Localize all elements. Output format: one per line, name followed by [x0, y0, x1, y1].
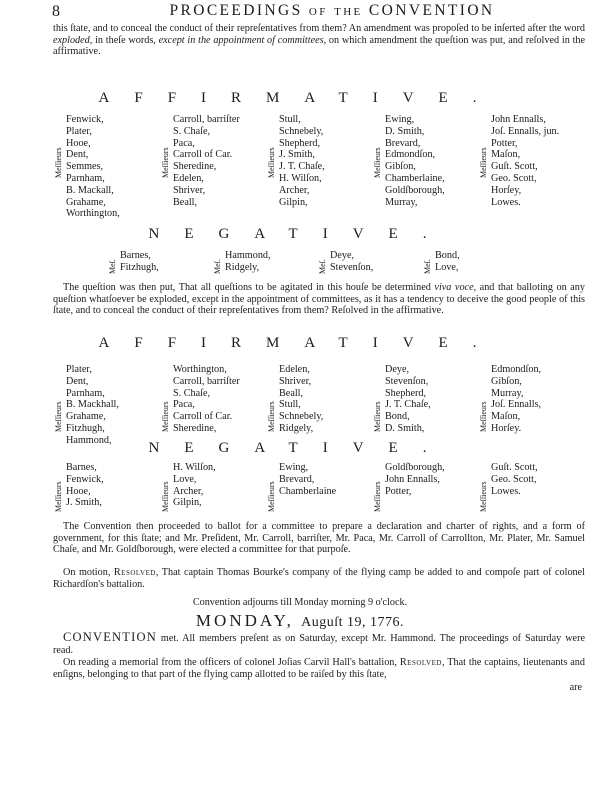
para5-text: met. All members preſent as on Saturday, except Mr. Hammond. The proceedings of Saturday were read. — [53, 633, 585, 656]
member-name: J. Smith, — [66, 497, 102, 509]
member-name: B. Mackall, — [66, 184, 114, 196]
date-heading — [0, 611, 600, 631]
member-name: Dent, — [66, 149, 89, 161]
member-name: Deye, — [330, 250, 355, 261]
v2aff-column — [279, 364, 323, 435]
para4-resolved: Resolved — [113, 567, 156, 578]
v1neg-column — [225, 250, 271, 274]
para1-text-c: , on which amendment the queſtion was put, and reſolved in the affirmative. — [53, 34, 586, 58]
member-name: Fitzhugh, — [120, 261, 159, 273]
member-name: Goldſborough, — [385, 462, 445, 473]
v2neg-column — [173, 462, 216, 509]
member-name: Parnham, — [66, 172, 105, 184]
member-name: Shepherd, — [385, 387, 427, 399]
member-name: Grahame, — [66, 196, 106, 208]
member-name: Archer, — [279, 184, 310, 196]
paragraph-amendment — [53, 23, 585, 58]
member-name: Ewing, — [385, 114, 415, 125]
vote2-affirmative-heading: AFFIRMATIVE. — [98, 335, 502, 351]
v2neg-column — [279, 462, 336, 497]
v1aff-column — [491, 114, 559, 208]
member-name: Semmes, — [66, 161, 104, 173]
v2aff-column — [173, 364, 240, 435]
member-name: Maſon, — [491, 411, 521, 423]
member-name: Potter, — [385, 485, 412, 497]
para2-text-b: , and that balloting on any queſtion whatſoever be exploded, except in the appointment of committees, as it has a tendency to deceive the good people of this ſtate, and to conceal the conduct of their repreſentatives from them? Reſolved in the affirmative. — [53, 282, 585, 317]
member-name: Grahame, — [66, 411, 106, 423]
messieurs-label: Meſſieurs — [267, 147, 276, 178]
member-name: Edelen, — [173, 172, 204, 184]
member-name: John Ennalls, — [491, 114, 546, 125]
para1-text-a: this ſtate, and to conceal the conduct of their repreſentatives from them? An amendment was propoſed to be inſerted after the word — [53, 23, 585, 34]
v2neg-column — [385, 462, 445, 497]
catchword: are — [569, 682, 582, 693]
para6-resolved: Resolved — [399, 657, 442, 668]
paragraph-motion — [53, 567, 585, 590]
member-name: Gilpin, — [279, 196, 308, 208]
member-name: Murray, — [491, 387, 524, 399]
messieurs-label: Meſſieurs — [54, 401, 63, 432]
member-name: Shriver, — [279, 375, 312, 387]
member-name: Hammond, — [66, 434, 112, 446]
member-name: Worthington, — [173, 364, 227, 375]
member-name: Shepherd, — [279, 137, 321, 149]
messieurs-label: Meſſieurs — [373, 401, 382, 432]
member-name: Barnes, — [120, 250, 151, 261]
para1-word-exploded: exploded — [53, 34, 90, 46]
member-name: Carroll, barriſter — [173, 114, 240, 125]
member-name: Deye, — [385, 364, 410, 375]
messieurs-label: Meſ. — [423, 259, 432, 274]
vote2-negative-heading: NEGATIVE. — [148, 440, 452, 456]
running-title: PROCEEDINGS of the CONVENTION — [169, 2, 495, 19]
member-name: Carroll of Car. — [173, 149, 233, 161]
messieurs-label: Meſſieurs — [54, 147, 63, 178]
paragraph-viva-voce — [53, 282, 585, 317]
member-name: Gilpin, — [173, 497, 202, 509]
v2neg-column — [491, 462, 538, 497]
member-name: Plater, — [66, 364, 92, 375]
messieurs-label: Meſſieurs — [267, 401, 276, 432]
member-name: Edelen, — [279, 364, 310, 375]
messieurs-label: Meſſieurs — [267, 481, 276, 512]
member-name: Plater, — [66, 125, 92, 137]
messieurs-label: Meſſieurs — [479, 481, 488, 512]
member-name: Schnebely, — [279, 411, 324, 423]
messieurs-label: Meſſieurs — [161, 401, 170, 432]
member-name: Maſon, — [491, 149, 521, 161]
member-name: Worthington, — [66, 208, 120, 220]
member-name: Paca, — [173, 399, 195, 411]
v1aff-column — [279, 114, 325, 208]
v1neg-column — [330, 250, 373, 274]
member-name: J. Smith, — [279, 149, 315, 161]
member-name: Fenwick, — [66, 473, 104, 485]
para6-text-a: On reading a memorial from the officers of colonel Joſias Carvil Hall's battalion, — [63, 657, 400, 668]
member-name: Chamberlaine — [279, 485, 337, 497]
para1-italic: except in the appointment of committees — [158, 34, 324, 46]
messieurs-label: Meſſieurs — [373, 481, 382, 512]
paragraph-memorial — [53, 657, 585, 680]
member-name: Carroll, barriſter — [173, 375, 240, 387]
para6-text-b: , That the captains, lieutenants and enſigns, belonging to that part of the flying camp allotted to be raiſed by this ſtate, — [53, 657, 585, 680]
member-name: J. T. Chaſe, — [385, 399, 431, 411]
member-name: J. T. Chaſe, — [279, 161, 325, 173]
v2aff-column — [385, 364, 431, 435]
para1-text-b: , in theſe words, — [89, 34, 159, 46]
member-name: Carroll of Car. — [173, 411, 233, 423]
v1aff-column — [173, 114, 240, 208]
adjournment-line: Convention adjourns till Monday morning 9 o'clock. — [192, 597, 408, 608]
member-name: Guſt. Scott, — [491, 462, 538, 473]
para2-italic: viva voce — [434, 282, 474, 293]
member-name: Dent, — [66, 375, 89, 387]
messieurs-label: Meſſieurs — [54, 481, 63, 512]
member-name: Ridgely, — [225, 261, 260, 273]
member-name: Guſt. Scott, — [491, 161, 538, 173]
member-name: S. Chaſe, — [173, 387, 211, 399]
messieurs-label: Meſſieurs — [479, 147, 488, 178]
v1neg-column — [120, 250, 159, 274]
member-name: B. Mackhall, — [66, 399, 119, 411]
v1neg-column — [435, 250, 460, 274]
v1aff-column — [66, 114, 120, 220]
member-name: Joſ. Ennalls, jun. — [491, 125, 560, 137]
member-name: Archer, — [173, 485, 204, 497]
member-name: Gibſon, — [491, 375, 522, 387]
member-name: Brevard, — [385, 137, 421, 149]
member-name: Love, — [435, 261, 459, 273]
vote1-negative-heading: NEGATIVE. — [148, 226, 452, 242]
member-name: Sheredine, — [173, 161, 217, 173]
date-heading-date: Auguſt 19, 1776. — [301, 615, 405, 630]
para4-text-b: , That captain Thomas Bourke's company of the flying camp be added to and compoſe part of colonel Richardſon's battalion. — [53, 567, 585, 590]
member-name: Joſ. Ennalls, — [491, 399, 542, 411]
member-name: Barnes, — [66, 462, 97, 473]
messieurs-label: Meſſieurs — [479, 401, 488, 432]
member-name: H. Wilſon, — [173, 462, 216, 473]
v2neg-column — [66, 462, 104, 509]
member-name: Murray, — [385, 196, 418, 208]
messieurs-label: Meſſieurs — [161, 481, 170, 512]
member-name: Parnham, — [66, 387, 105, 399]
v1aff-column — [385, 114, 445, 208]
member-name: Fitzhugh, — [66, 422, 105, 434]
member-name: Geo. Scott, — [491, 473, 537, 485]
member-name: Hammond, — [225, 250, 271, 261]
member-name: Schnebely, — [279, 125, 324, 137]
vote1-affirmative-heading: AFFIRMATIVE. — [98, 90, 502, 106]
member-name: Potter, — [491, 137, 518, 149]
member-name: Shriver, — [173, 184, 206, 196]
member-name: Gibſon, — [385, 161, 416, 173]
paragraph-convention-met — [53, 632, 585, 656]
member-name: Ridgely, — [279, 422, 314, 434]
messieurs-label: Meſ. — [108, 259, 117, 274]
member-name: D. Smith, — [385, 422, 425, 434]
messieurs-label: Meſ. — [213, 259, 222, 274]
para2-text-a: The queſtion was then put, That all queſtions to be agitated in this houſe be determined — [63, 282, 435, 293]
member-name: Hooe, — [66, 137, 91, 149]
member-name: Brevard, — [279, 473, 315, 485]
para4-text-a: On motion, — [63, 567, 114, 578]
member-name: Lowes. — [491, 196, 521, 208]
page-number: 8 — [52, 3, 60, 20]
member-name: Edmondſon, — [385, 149, 436, 161]
messieurs-label: Meſ. — [318, 259, 327, 274]
member-name: Chamberlaine, — [385, 172, 445, 184]
member-name: Edmondſon, — [491, 364, 542, 375]
member-name: Paca, — [173, 137, 195, 149]
member-name: Stevenſon, — [330, 261, 374, 273]
member-name: H. Wilſon, — [279, 172, 322, 184]
member-name: D. Smith, — [385, 125, 425, 137]
member-name: Bond, — [385, 411, 410, 423]
member-name: John Ennalls, — [385, 473, 440, 485]
member-name: Sheredine, — [173, 422, 217, 434]
messieurs-label: Meſſieurs — [373, 147, 382, 178]
v2aff-column — [66, 364, 119, 447]
date-heading-day: MONDAY, — [195, 611, 294, 630]
v2aff-column — [491, 364, 541, 435]
member-name: Fenwick, — [66, 114, 104, 125]
member-name: Lowes. — [491, 485, 521, 497]
member-name: Hooe, — [66, 485, 91, 497]
member-name: Bond, — [435, 250, 460, 261]
member-name: Horſey, — [491, 184, 522, 196]
messieurs-label: Meſſieurs — [161, 147, 170, 178]
member-name: Stull, — [279, 114, 301, 125]
member-name: Stevenſon, — [385, 375, 429, 387]
paragraph-committee: The Convention then proceeded to ballot for a committee to prepare a declaration and charter of rights, and a form of government, for this ſtate; and Mr. Preſident, Mr. Carroll, barriſter, Mr. Paca, Mr. Carroll of Carrollton, Mr. Plater, Mr. Samuel Chaſe, and Mr. Goldſborough, were elected a committee for that purpoſe. — [53, 521, 585, 556]
member-name: Love, — [173, 473, 197, 485]
member-name: Goldſborough, — [385, 184, 445, 196]
para5-lead: CONVENTION — [63, 630, 157, 644]
member-name: Beall, — [173, 196, 198, 208]
member-name: Beall, — [279, 387, 304, 399]
member-name: Horſey. — [491, 422, 522, 434]
member-name: Ewing, — [279, 462, 309, 473]
member-name: Geo. Scott, — [491, 172, 537, 184]
member-name: S. Chaſe, — [173, 125, 211, 137]
member-name: Stull, — [279, 399, 301, 411]
